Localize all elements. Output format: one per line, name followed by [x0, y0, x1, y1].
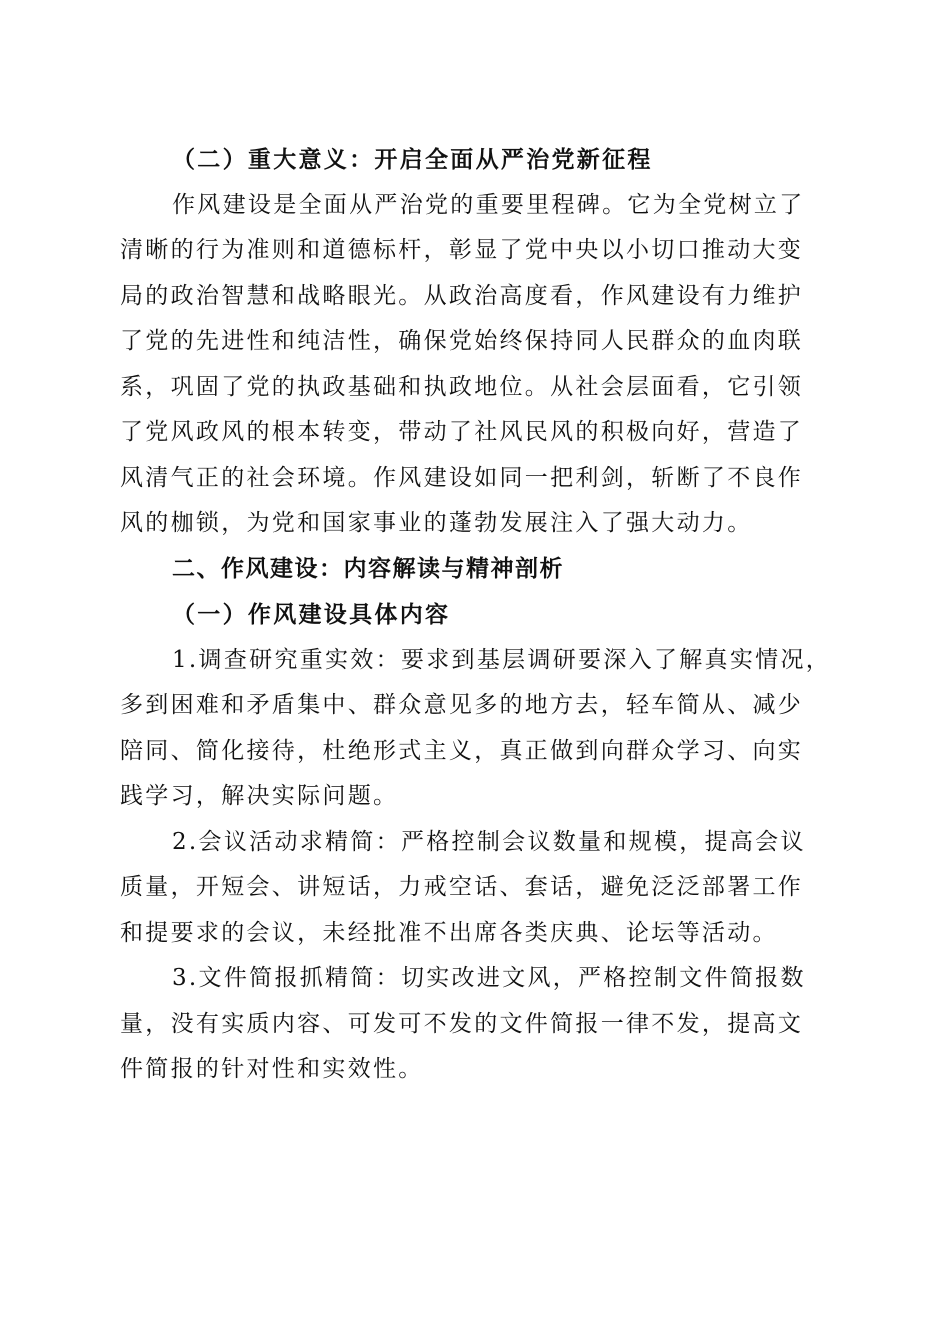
paragraph-line: 陪同、简化接待，杜绝形式主义，真正做到向群众学习、向实	[120, 737, 804, 764]
document-body	[120, 137, 830, 1093]
paragraph-line: 了党风政风的根本转变，带动了社风民风的积极向好，营造了	[120, 419, 804, 445]
paragraph-line: 和提要求的会议，未经批准不出席各类庆典、论坛等活动。	[120, 919, 778, 946]
section-heading-significance: （二）重大意义：开启全面从严治党新征程	[172, 146, 653, 173]
paragraph-line: 系，巩固了党的执政基础和执政地位。从社会层面看，它引领	[120, 373, 804, 400]
paragraph-line: 1.调查研究重实效：要求到基层调研要深入了解真实情况，	[172, 646, 832, 673]
item-meetings	[120, 820, 830, 957]
item-research	[120, 638, 830, 820]
paragraph-line: 风清气正的社会环境。作风建设如同一把利剑，斩断了不良作	[120, 464, 804, 491]
paragraph-line: 践学习，解决实际问题。	[120, 783, 399, 809]
paragraph-line: 件简报的针对性和实效性。	[120, 1056, 424, 1082]
paragraph-line: 3.文件简报抓精简：切实改进文风，严格控制文件简报数	[172, 965, 806, 991]
paragraph-line: 量，没有实质内容、可发可不发的文件简报一律不发，提高文	[120, 1010, 804, 1037]
paragraph-line: 风的枷锁，为党和国家事业的蓬勃发展注入了强大动力。	[120, 510, 753, 536]
paragraph-line: 质量，开短会、讲短话，力戒空话、套话，避免泛泛部署工作	[120, 874, 804, 900]
paragraph-line: 了党的先进性和纯洁性，确保党始终保持同人民群众的血肉联	[120, 328, 804, 354]
item-documents	[120, 956, 830, 1093]
paragraph-line: 2.会议活动求精简：严格控制会议数量和规模，提高会议	[172, 828, 806, 855]
paragraph-line: 清晰的行为准则和道德标杆，彰显了党中央以小切口推动大变	[120, 237, 804, 263]
paragraph-significance	[120, 183, 830, 547]
chapter-heading: 二、作风建设：内容解读与精神剖析	[172, 555, 564, 582]
section-heading-content: （一）作风建设具体内容	[172, 601, 451, 628]
paragraph-line: 局的政治智慧和战略眼光。从政治高度看，作风建设有力维护	[120, 282, 804, 309]
paragraph-line: 多到困难和矛盾集中、群众意见多的地方去，轻车简从、减少	[120, 692, 804, 718]
paragraph-line: 作风建设是全面从严治党的重要里程碑。它为全党树立了	[172, 191, 805, 218]
